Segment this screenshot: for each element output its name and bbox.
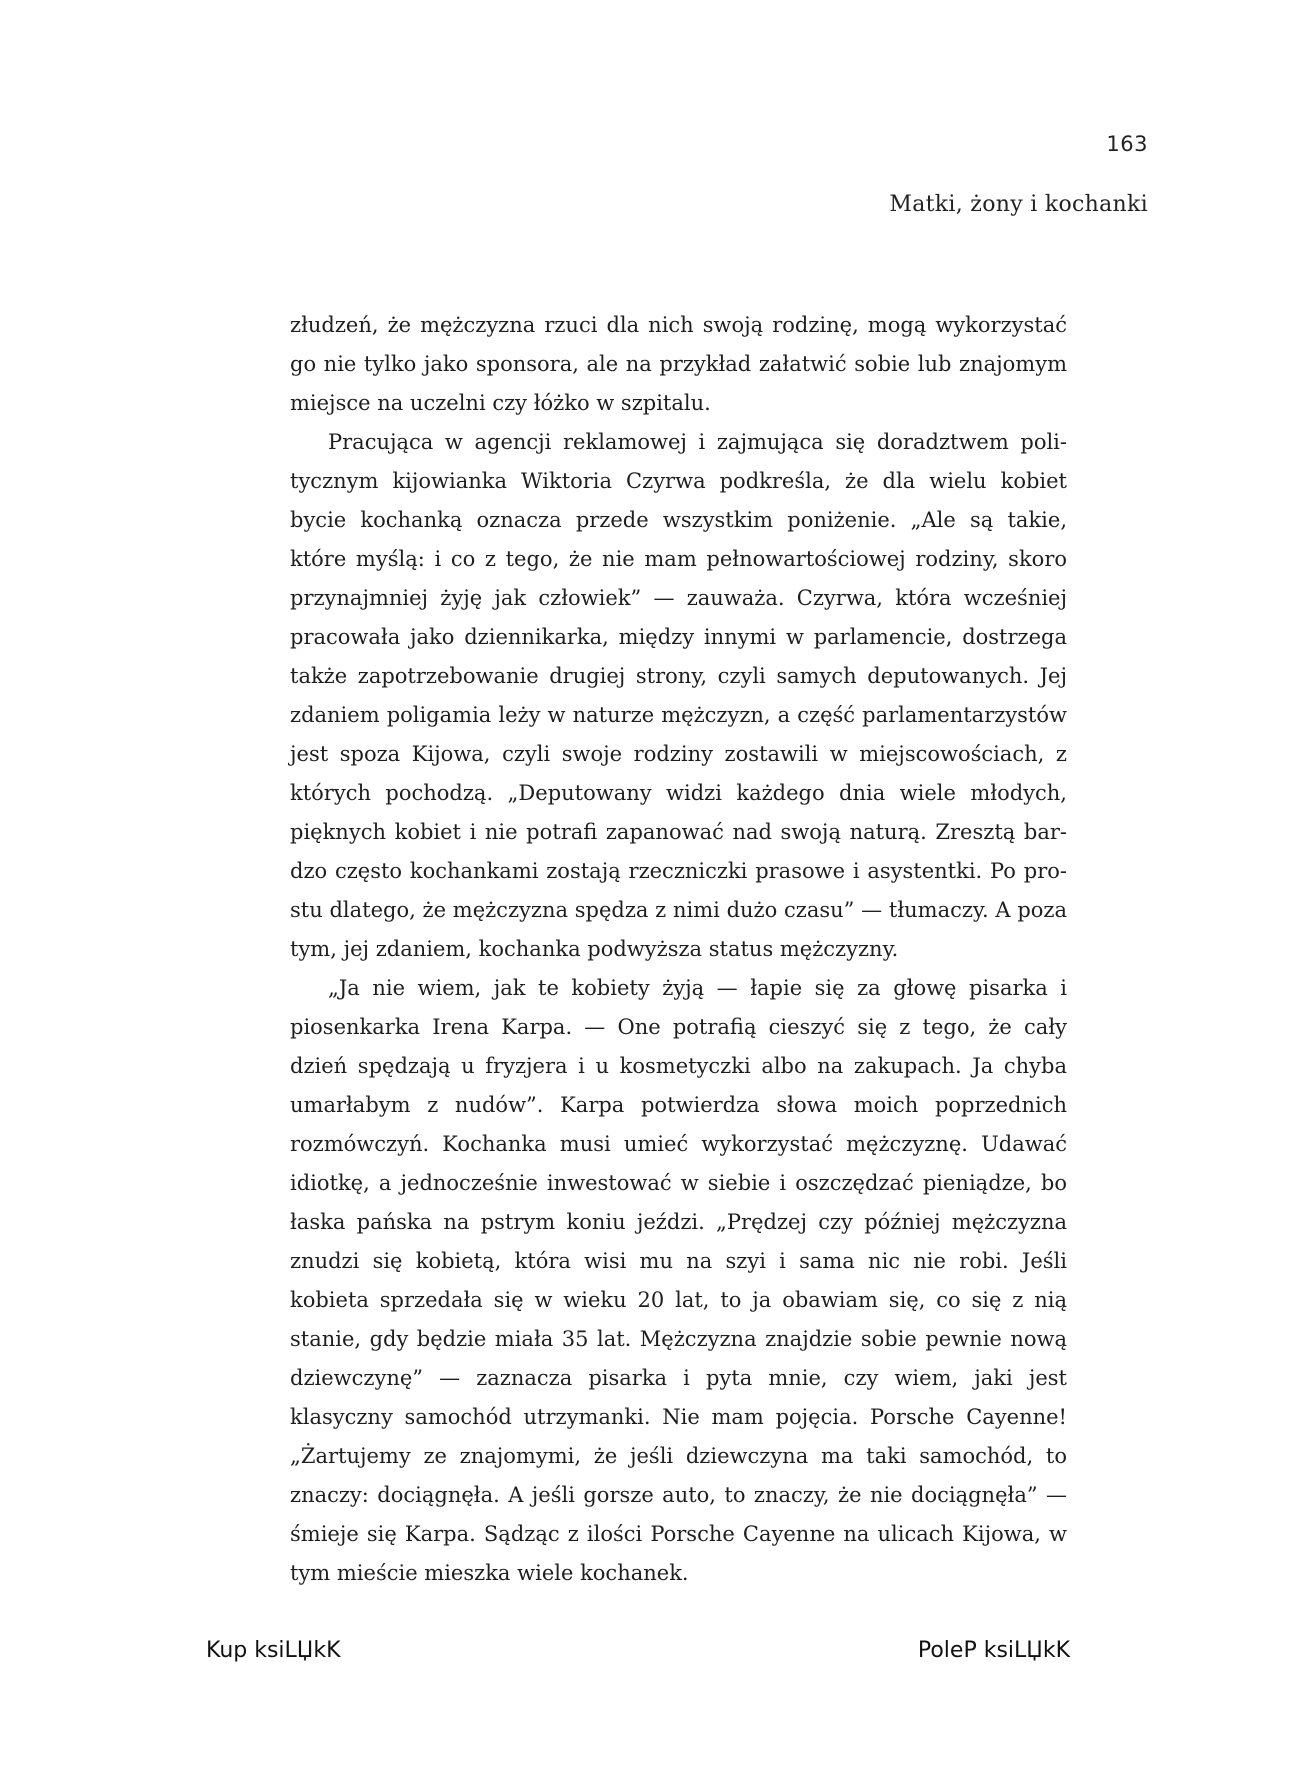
paragraph-2: Pracująca w agencji reklamowej i zajmująca się doradztwem politycznym kijowianka Wiktoria Czyrwa podkreśla, że dla wielu kobiet bycie kochanką oznacza przede wszystkim poniżenie. „Ale są takie, które myślą: i co z tego, że nie mam pełnowartościowej rodziny, skoro przynajmniej żyję jak człowiek” — zauważa. Czyrwa, która wcześniej pracowała jako dziennikarka, między innymi w parlamencie, dostrzega także zapotrzebowanie drugiej strony, czyli samych deputowanych. Jej zdaniem poligamia leży w naturze mężczyzn, a część parlamentarzystów jest spoza Kijowa, czyli swoje rodziny zostawili w miejscowościach, z których pochodzą. „Deputowany widzi każdego dnia wiele młodych, pięknych kobiet i nie potrafi zapanować nad swoją naturą. Zresztą bardzo często kochankami zostają rzeczniczki prasowe i asystentki. Po prostu dlatego, że mężczyzna spędza z nimi dużo czasu” — tłumaczy. A poza tym, jej zdaniem, kochanka podwyższa status mężczyzny. — [290, 430, 1067, 961]
buy-book-link[interactable]: Kup ksiLЏkK — [206, 1638, 341, 1663]
body-text — [290, 306, 1067, 1593]
paragraph-1: złudzeń, że mężczyzna rzuci dla nich swoją rodzinę, mogą wykorzystać go nie tylko jako sponsora, ale na przykład załatwić sobie lub znajomym miejsce na uczelni czy łóżko w szpitalu. — [290, 313, 1067, 415]
paragraph-3: „Ja nie wiem, jak te kobiety żyją — łapie się za głowę pisarka i piosenkarka Irena Karpa. — One potrafią cieszyć się z tego, że cały dzień spędzają u fryzjera i u kosmetyczki albo na zakupach. Ja chyba umarłabym z nudów”. Karpa potwierdza słowa moich poprzednich rozmówczyń. Kochanka musi umieć wykorzystać mężczyznę. Udawać idiotkę, a jednocześnie inwestować w siebie i oszczędzać pieniądze, bo łaska pańska na pstrym koniu jeździ. „Prędzej czy później mężczyzna znudzi się kobietą, która wisi mu na szyi i sama nic nie robi. Jeśli kobieta sprzedała się w wieku 20 lat, to ja obawiam się, co się z nią stanie, gdy będzie miała 35 lat. Mężczyzna znajdzie sobie pewnie nową dziewczynę” — zaznacza pisarka i pyta mnie, czy wiem, jaki jest klasyczny samochód utrzymanki. Nie mam pojęcia. Porsche Cayenne! „Żartujemy ze znajomymi, że jeśli dziewczyna ma taki samochód, to znaczy: dociągnęła. A jeśli gorsze auto, to znaczy, że nie dociągnęła” — śmieje się Karpa. Sądząc z ilości Porsche Cayenne na ulicach Kijowa, w tym mieście mieszka wiele kochanek. — [290, 976, 1067, 1585]
recommend-book-link[interactable]: PoleP ksiLЏkK — [917, 1638, 1070, 1663]
running-header-title: Matki, żony i kochanki — [889, 192, 1148, 217]
page-number: 163 — [1106, 132, 1148, 156]
